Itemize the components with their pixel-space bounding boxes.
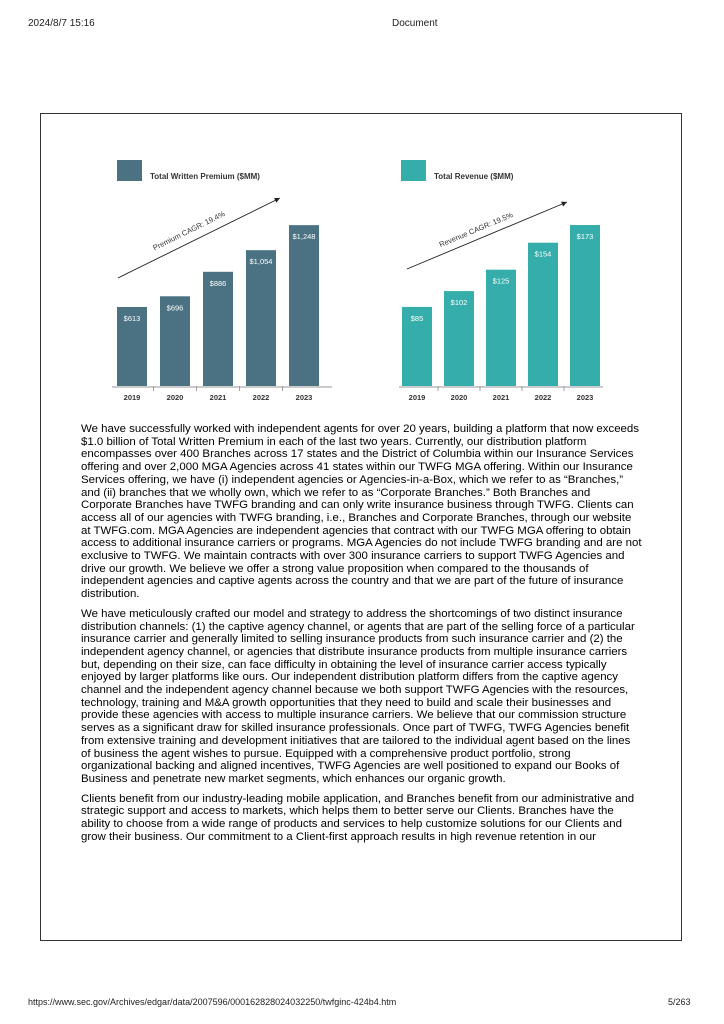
value-label-2020: $696 — [166, 303, 184, 313]
charts-canvas — [0, 0, 724, 420]
tick-label-2023: 2023 — [576, 393, 594, 402]
legend-swatch — [401, 160, 426, 181]
paragraph-1: We have successfully worked with independent agents for over 20 years, building a platform that now exceeds $1.0 billion of Total Written Premium in each of the last two years. Currently, our distribution platform encompasses over 400 Branches across 17 states and the District of Columbia within our Insurance Services offering and over 2,000 MGA Agencies across 41 states within our TWFG MGA offering. Within our Insurance Services offering, we have (i) independent agencies or Agencies-in-a-Box, which we refer to as “Branches,” and (ii) branches that we wholly own, which we refer to as “Corporate Branches.” Both Branches and Corporate Branches have TWFG branding and can only write insurance business through TWFG. Clients can access all of our agencies with TWFG branding, i.e., Branches and Corporate Branches, through our website at TWFG.com. MGA Agencies are independent agencies that contract with our TWFG MGA offering to obtain access to additional insurance carriers or programs. MGA Agencies do not include TWFG branding and are not exclusive to TWFG. We maintain contracts with over 300 insurance carriers to support TWFG Agencies and drive our growth. We believe we offer a strong value proposition when compared to the thousands of independent agencies and captive agents across the country and that we are part of the future of insurance distribution. — [81, 423, 642, 601]
bar-2023 — [289, 225, 319, 386]
tick-label-2022: 2022 — [252, 393, 270, 402]
bar-2023 — [570, 225, 600, 386]
legend-label: Total Written Premium ($MM) — [150, 172, 260, 181]
value-label-2023: $173 — [576, 232, 594, 242]
value-label-2019: $85 — [410, 313, 424, 323]
legend-swatch — [117, 160, 142, 181]
body-text — [81, 423, 643, 851]
tick-label-2020: 2020 — [166, 393, 184, 402]
browser-footer-url: https://www.sec.gov/Archives/edgar/data/2007596/000162828024032250/twfginc-424b4.htm — [28, 997, 397, 1007]
browser-header-datetime: 2024/8/7 15:16 — [28, 18, 95, 29]
value-label-2019: $613 — [123, 313, 141, 323]
browser-header-title: Document — [392, 18, 438, 29]
tick-label-2021: 2021 — [492, 393, 510, 402]
tick-label-2019: 2019 — [408, 393, 426, 402]
paragraph-3: Clients benefit from our industry-leading mobile application, and Branches benefit from our administrative and strategic support and access to markets, which helps them to better serve our Clients. Branches have the ability to choose from a wide range of products and services to help customize solutions for our Clients and grow their business. Our commitment to a Client-first approach results in high revenue retention in our — [81, 792, 635, 843]
value-label-2021: $125 — [492, 276, 510, 286]
tick-label-2020: 2020 — [450, 393, 468, 402]
paragraph-2: We have meticulously crafted our model and strategy to address the shortcomings of two distinct insurance distribution channels: (1) the captive agency channel, or agents that are part of the selling force of a particular insurance carrier and generally limited to selling insurance products from such insurance carrier and (2) the independent agency channel, or agencies that distribute insurance products from multiple insurance carriers but, depending on their size, can face difficulty in obtaining the level of insurance carrier access typically enjoyed by larger platforms like ours. Our independent distribution platform differs from the captive agency channel and the independent agency channel because we both support TWFG Agencies with the resources, technology, training and M&A growth opportunities that they need to build and scale their businesses and provide these agencies with access to multiple insurance carriers. We believe that our commission structure serves as a significant draw for skilled insurance professionals. Once part of TWFG, TWFG Agencies benefit from extensive training and development initiatives that are tailored to the individual agent based on the lines of business the agent wishes to pursue. Equipped with a comprehensive product portfolio, strong organizational backing and aligned incentives, TWFG Agencies are well positioned to expand our Books of Business and penetrate new market segments, which enhances our organic growth. — [81, 607, 635, 785]
bar-2021 — [203, 272, 233, 386]
legend-label: Total Revenue ($MM) — [434, 172, 514, 181]
value-label-2022: $154 — [534, 249, 552, 259]
value-label-2020: $102 — [450, 298, 468, 308]
browser-footer-page: 5/263 — [668, 997, 691, 1007]
value-label-2021: $886 — [209, 278, 227, 288]
tick-label-2022: 2022 — [534, 393, 552, 402]
value-label-2022: $1,054 — [249, 257, 273, 267]
bar-2022 — [528, 243, 558, 386]
cagr-annotation: Revenue CAGR: 19.5% — [437, 210, 515, 250]
bar-2021 — [486, 270, 516, 386]
value-label-2023: $1,248 — [292, 232, 316, 242]
tick-label-2021: 2021 — [209, 393, 227, 402]
tick-label-2023: 2023 — [295, 393, 313, 402]
cagr-annotation: Premium CAGR: 19.4% — [151, 209, 227, 253]
bar-2022 — [246, 250, 276, 386]
tick-label-2019: 2019 — [123, 393, 141, 402]
